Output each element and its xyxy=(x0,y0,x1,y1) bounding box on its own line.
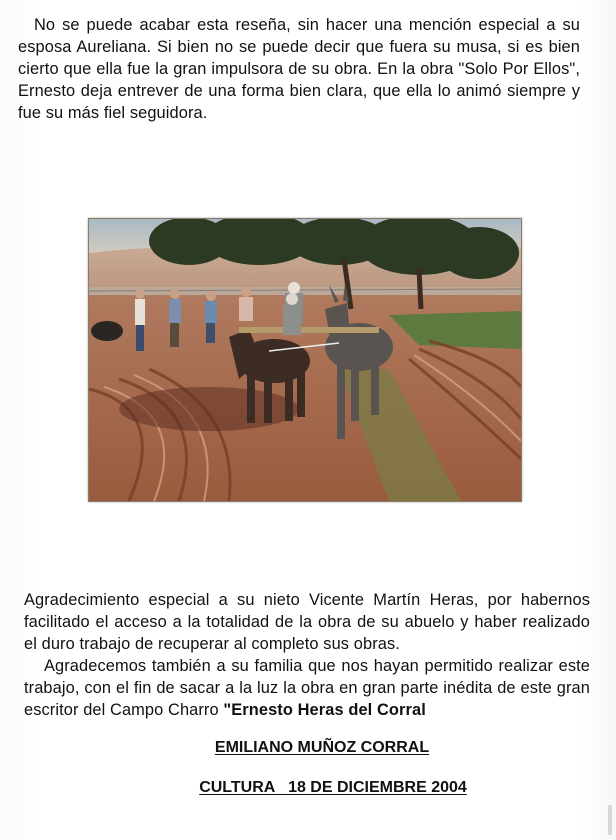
scan-edge-mark xyxy=(608,805,612,835)
intro-paragraph: No se puede acabar esta reseña, sin hacer una mención especial a su esposa Aureliana. Si bien no se puede decir que fuera su musa, si es bien cierto que ella fue la gran impulsora de su obra. En la obra "Solo Por Ellos", Ernesto deja entrever de una forma bien clara, que ella lo animó siempre y fue su más fiel seguidora. xyxy=(18,16,580,122)
family-paragraph xyxy=(24,655,590,721)
signature-date-line: CULTURA 18 DE DICIEMBRE 2004 xyxy=(199,779,467,796)
family-paragraph-text: Agradecemos también a su familia que nos hayan permitido realizar este trabajo, con el fin de sacar a la luz la obra en gran parte inédita de este gran escritor del Campo Charro xyxy=(24,657,590,719)
signature-name: EMILIANO MUÑOZ CORRAL xyxy=(214,739,430,756)
field-plowing-photo xyxy=(88,218,522,502)
author-name: "Ernesto Heras del Corral xyxy=(223,701,426,719)
acknowledgement-paragraph: Agradecimiento especial a su nieto Vicente Martín Heras, por habernos facilitado el acceso a la totalidad de la obra de su abuelo y haber realizado el duro trabajo de recuperar al completo sus obras. xyxy=(24,591,590,653)
photo-field-plowing-with-donkeys-icon xyxy=(89,219,521,501)
